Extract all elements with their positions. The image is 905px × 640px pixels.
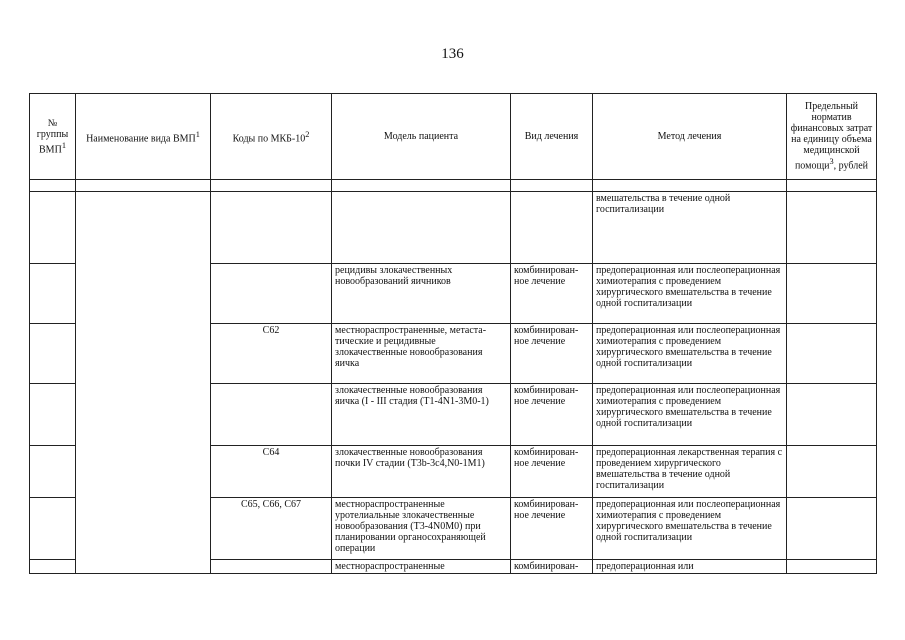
code-cell: [211, 560, 332, 574]
model-cell: местнораспространенные: [332, 560, 511, 574]
header-group: № группы ВМП$^1$: [30, 94, 76, 180]
type-cell: комбинирован-ное лечение: [511, 446, 593, 498]
type-cell: комбинирован-ное лечение: [511, 384, 593, 446]
header-norm: Предельный норматив финансовых затрат на единицу объема медицинской помощи$^3$, рублей: [787, 94, 877, 180]
table-header-row: [30, 94, 877, 180]
type-cell: комбинирован-ное лечение: [511, 264, 593, 324]
model-cell: [332, 192, 511, 264]
method-cell: вмешательства в течение одной госпитализации: [593, 192, 787, 264]
method-cell: предоперационная или: [593, 560, 787, 574]
vmp-table: [29, 93, 877, 574]
vmp-name-cell: [76, 192, 211, 574]
spacer-row: [30, 180, 877, 192]
model-cell: рецидивы злокачественных новообразований яичников: [332, 264, 511, 324]
method-cell: предоперационная или послеоперационная химиотерапия с проведением хирургического вмешательства в течение одной госпитализации: [593, 264, 787, 324]
type-cell: комбинирован-: [511, 560, 593, 574]
header-codes: Коды по МКБ-$10^2$: [211, 94, 332, 180]
type-cell: [511, 192, 593, 264]
code-cell: [211, 384, 332, 446]
method-cell: предоперационная лекарственная терапия с проведением хирургического вмешательства в течение одной госпитализации: [593, 446, 787, 498]
header-method: Метод лечения: [593, 94, 787, 180]
header-model: Модель пациента: [332, 94, 511, 180]
header-name: Наименование вида ВМП$^1$: [76, 94, 211, 180]
code-cell: [211, 264, 332, 324]
method-cell: предоперационная или послеоперационная химиотерапия с проведением хирургического вмешательства в течение одной госпитализации: [593, 324, 787, 384]
model-cell: злокачественные новообразования яичка (I - III стадия (T1-4N1-3M0-1): [332, 384, 511, 446]
table-row: [30, 192, 877, 264]
code-cell: [211, 192, 332, 264]
method-cell: предоперационная или послеоперационная химиотерапия с проведением хирургического вмешательства в течение одной госпитализации: [593, 498, 787, 560]
code-cell: C62: [211, 324, 332, 384]
model-cell: местнораспространенные, метаста-тические и рецидивные злокачественные новообразования яичка: [332, 324, 511, 384]
type-cell: комбинирован-ное лечение: [511, 324, 593, 384]
code-cell: C65, C66, C67: [211, 498, 332, 560]
header-type: Вид лечения: [511, 94, 593, 180]
model-cell: злокачественные новообразования почки IV стадии (T3b-3c4,N0-1M1): [332, 446, 511, 498]
code-cell: C64: [211, 446, 332, 498]
model-cell: местнораспространенные уротелиальные злокачественные новообразования (T3-4N0M0) при планировании органосохраняющей операции: [332, 498, 511, 560]
type-cell: комбинирован-ное лечение: [511, 498, 593, 560]
method-cell: предоперационная или послеоперационная химиотерапия с проведением хирургического вмешательства в течение одной госпитализации: [593, 384, 787, 446]
page-number: 136: [441, 46, 464, 62]
